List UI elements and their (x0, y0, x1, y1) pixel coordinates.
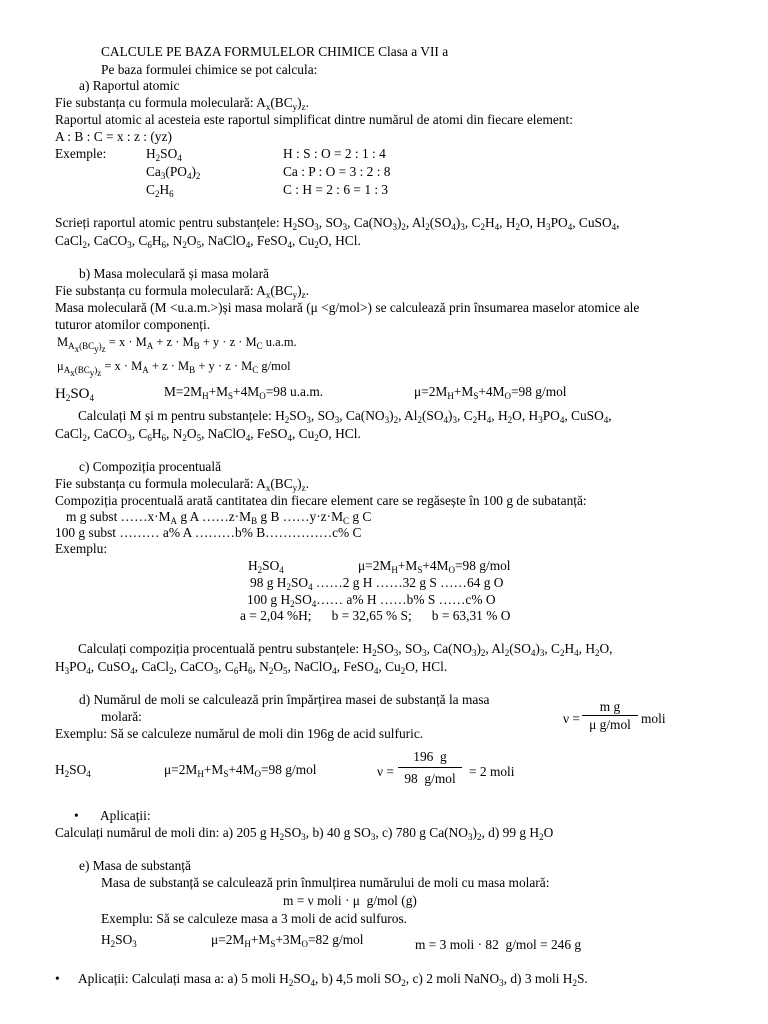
fraction-bar (582, 715, 638, 716)
section-d-example-fraction (398, 749, 462, 786)
section-a-explanation: Raportul atomic al acesteia este raportul simplificat dintre numărul de atomi din fiecare element: (55, 112, 573, 127)
section-b-exercise: Calculați M și m pentru substanțele: $H_2SO_3$, $SO_3$, $Ca(NO_3)_2$, $Al_2(SO_4)_3$, $C_2H_4$, $H_2O$, $H_3PO_4$, CuSO$_4$, (78, 408, 612, 425)
composition-row-percent: 100 g subst ……… a% A ………b% B……………c% C (55, 525, 362, 540)
section-b-line2: tuturor atomilor componenți. (55, 317, 211, 332)
example-ratio: Ca : P : O = 3 : 2 : 8 (283, 164, 391, 179)
section-a-exercise: Scrieți raportul atomic pentru substanțele: $H_2SO_3$, $SO_3$, $Ca(NO_3)_2$, $Al_2(SO_4)_3$, $C_2H_4$, $H_2O$, $H_3PO_4$, CuSO$_4$, (55, 215, 620, 232)
section-d-heading-cont: molară: (101, 709, 142, 724)
section-d-example-formula: $H_2SO_4$ (55, 762, 91, 779)
section-a-exercise-cont: CaCl$_2$, CaCO$_3$, $C_6H_6$, $N_2O_5$, NaClO$_4$, FeSO$_4$, $Cu_2O$, HCl. (55, 233, 361, 250)
section-e-example: Exemplu: Să se calculeze masa a 3 moli de acid sulfuros. (101, 911, 408, 926)
composition-row-mass: m g subst $\dots\dots x\cdot M_A$ g A $\dots\dots z\cdot M_B$ g B $\dots\dots y\cdot z\cdot M_C$ g C (66, 509, 372, 526)
section-c-exercise: Calculați compoziția procentuală pentru substanțele: $H_2SO_3$, $SO_3$, $Ca(NO_3)_2$, $Al_2(SO_4)_3$, $C_2H_4$, $H_2O$, (78, 641, 613, 658)
section-b-definition: Fie substanța cu formula moleculară: $A_x(BC_y)_z$. (55, 283, 309, 300)
examples-label: Exemple: (55, 146, 107, 161)
moles-formula-denominator: μ g/mol (589, 717, 631, 732)
section-c-definition: Fie substanța cu formula moleculară: $A_x(BC_y)_z$. (55, 476, 309, 493)
section-d-applications-label: Aplicații: (100, 808, 151, 823)
section-e-heading: e) Masa de substanță (79, 858, 191, 873)
section-b-example-M: $M=2M_H+M_S+4M_O=98$ u.a.m. (164, 384, 324, 401)
example-denominator: 98 g/mol (404, 771, 456, 786)
section-c-exercise-cont: $H_3PO_4$, CuSO$_4$, CaCl$_2$, CaCO$_3$, $C_6H_6$, $N_2O_5$, NaClO$_4$, FeSO$_4$, $Cu_2O$, HCl. (55, 659, 448, 676)
moles-formula-numerator: m g (599, 699, 621, 714)
section-a-heading: a) Raportul atomic (79, 78, 180, 93)
moles-formula-lhs: ν = (563, 711, 580, 726)
section-c-example-row1: 98 g $H_2SO_4$ ……2 g H ……32 g S ……64 g O (250, 575, 504, 592)
moles-formula-fraction (582, 699, 638, 732)
section-b-line1: Masa moleculară (M <u.a.m.>)și masa molară (μ <g/mol>) se calculează prin însumarea maselor atomice ale (55, 300, 640, 315)
section-b-example-mu: $\mu=2M_H+M_S+4M_O=98$ g/mol (414, 384, 567, 401)
section-c-explanation: Compoziția procentuală arată cantitatea din fiecare element care se regăsește în 100 g de subatanță: (55, 493, 587, 508)
bullet: • (74, 808, 79, 823)
example-ratio: H : S : O = 2 : 1 : 4 (283, 146, 386, 161)
example-formula: $Ca_3(PO_4)_2$ (146, 164, 201, 181)
section-c-example-row2: 100 g $H_2SO_4\dots\dots$ a% H ……b% S ……c% O (247, 592, 496, 609)
atomic-ratio-formula: A : B : C = x : z : (yz) (55, 129, 172, 144)
section-d-example-result: = 2 moli (469, 764, 515, 779)
section-c-example-formula: $H_2SO_4$ (248, 558, 284, 575)
intro-text: Pe baza formulei chimice se pot calcula: (101, 62, 318, 77)
section-c-example-mu: $\mu=2M_H+M_S+4M_O=98$ g/mol (358, 558, 511, 575)
fraction-bar (398, 767, 462, 768)
section-e-example-result: m = 3 moli · 82 g/mol = 246 g (415, 937, 582, 952)
mass-formula: m = ν moli · μ g/mol (g) (283, 893, 417, 908)
molar-mass-formula: $\mu_{A_x(BC_y)_z} = x \cdot M_A + z \cdot M_B + y \cdot z \cdot M_C$ g/mol (57, 359, 291, 378)
section-b-heading: b) Masa moleculară și masa molară (79, 266, 269, 281)
section-e-line: Masa de substanță se calculează prin înmulțirea numărului de moli cu masa molară: (101, 875, 550, 890)
bullet: • (55, 971, 60, 986)
section-d-applications: Calculați numărul de moli din: a) 205 g $H_2SO_3$, b) 40 g $SO_3$, c) 780 g $Ca(NO_3)_2$, d) 99 g $H_2O$ (55, 825, 554, 842)
section-d-example: Exemplu: Să se calculeze numărul de moli din 196g de acid sulfuric. (55, 726, 424, 741)
section-d-example-mu: $\mu=2M_H+M_S+4M_O=98$ g/mol (164, 762, 317, 779)
section-d-heading: d) Numărul de moli se calculează prin împărțirea masei de substanță la masa (79, 692, 490, 707)
section-e-example-mu: $\mu=2M_H+M_S+3M_O=82$ g/mol (211, 932, 364, 949)
example-formula: $C_2H_6$ (146, 182, 174, 199)
example-ratio: C : H = 2 : 6 = 1 : 3 (283, 182, 389, 197)
section-e-example-formula: $H_2SO_3$ (101, 932, 137, 949)
moles-formula-unit: moli (641, 711, 666, 726)
section-c-example-result: a = 2,04 %H; b = 32,65 % S; b = 63,31 % O (240, 608, 511, 623)
example-numerator: 196 g (413, 749, 447, 764)
section-a-definition: Fie substanța cu formula moleculară: $A_x(BC_y)_z$. (55, 95, 309, 112)
section-c-example-label: Exemplu: (55, 541, 108, 556)
section-e-applications: Aplicații: Calculați masa a: a) 5 moli $H_2SO_4$, b) 4,5 moli $SO_2$, c) 2 moli NaNO$_3$, d) 3 moli $H_2S$. (78, 971, 588, 988)
section-b-example-formula: $H_2SO_4$ (55, 386, 95, 403)
section-c-heading: c) Compoziția procentuală (79, 459, 222, 474)
page-title: CALCULE PE BAZA FORMULELOR CHIMICE Clasa a VII a (101, 44, 449, 59)
molecular-mass-formula: $M_{A_x(BC_y)_z} = x \cdot M_A + z \cdot M_B + y \cdot z \cdot M_C$ u.a.m. (57, 335, 297, 354)
section-b-exercise-cont: CaCl$_2$, CaCO$_3$, $C_6H_6$, $N_2O_5$, NaClO$_4$, FeSO$_4$, $Cu_2O$, HCl. (55, 426, 361, 443)
section-d-example-lhs: ν = (377, 764, 394, 779)
example-formula: $H_2SO_4$ (146, 146, 182, 163)
